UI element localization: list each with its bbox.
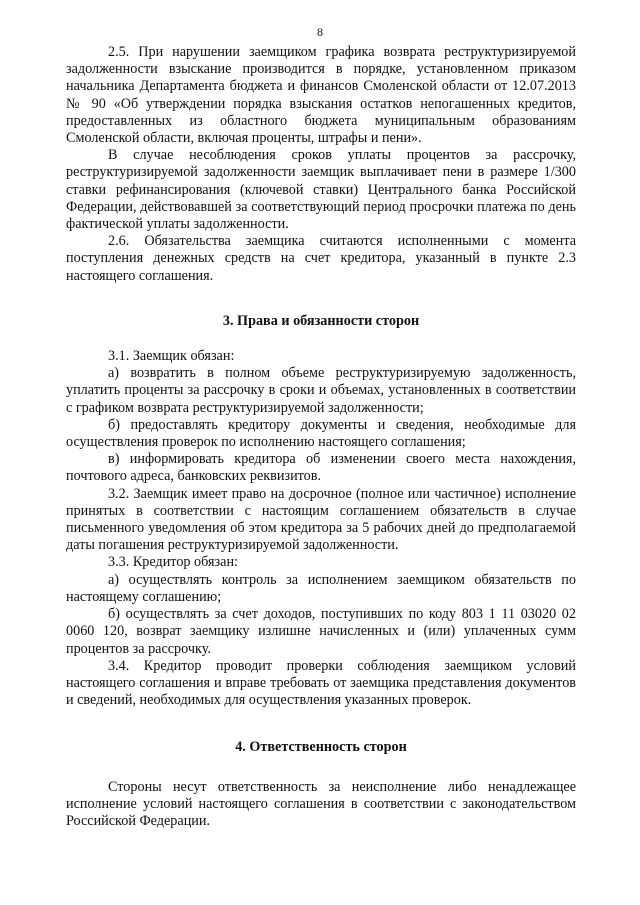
- section-4-title: 4. Ответственность сторон: [235, 739, 407, 756]
- paragraph-2-5: 2.5. При нарушении заемщиком графика возврата реструктуризируемой задолженности взыскание производится в порядке, установленном приказом начальника Департамента бюджета и финансов Смоленской области от 12.07.2013 № 90 «Об утверждении порядка взыскания остатков непогашенных кредитов, предоставленных из областного бюджета муниципальным образованиям Смоленской области, включая проценты, штрафы и пени».: [66, 44, 576, 147]
- paragraph-2-6: 2.6. Обязательства заемщика считаются исполненными с момента поступления денежных средств на счет кредитора, указанный в пункте 2.3 настоящего соглашения.: [66, 233, 576, 284]
- paragraph-3-2: 3.2. Заемщик имеет право на досрочное (полное или частичное) исполнение принятых в соответствии с настоящим соглашением обязательств в случае письменного уведомления об этом кредитора за 5 рабочих дней до предполагаемой даты погашения реструктуризируемой задолженности.: [66, 485, 576, 554]
- section-3-title: 3. Права и обязанности сторон: [222, 312, 420, 329]
- spacer: [66, 330, 576, 348]
- spacer: [66, 757, 576, 779]
- paragraph-3-1: 3.1. Заемщик обязан:: [108, 348, 235, 365]
- paragraph-3-3-b: б) осуществлять за счет доходов, поступивших по коду 803 1 11 03020 02 0060 120, возврат заемщику излишне начисленных и (или) уплаченных сумм процентов за рассрочку.: [66, 606, 576, 657]
- spacer: [66, 285, 576, 313]
- spacer: [66, 709, 576, 739]
- paragraph-4-1: Стороны несут ответственность за неисполнение либо ненадлежащее исполнение условий настоящего соглашения в соответствии с законодательством Российской Федерации.: [66, 778, 576, 829]
- paragraph-3-1-a: а) возвратить в полном объеме реструктуризируемую задолженность, уплатить проценты за рассрочку в сроки и объемах, установленных в соответствии с графиком возврата реструктуризируемой задолженности;: [66, 365, 576, 416]
- paragraph-3-4: 3.4. Кредитор проводит проверки соблюдения заемщиком условий настоящего соглашения и вправе требовать от заемщика представления документов и сведений, необходимых для осуществления указанных проверок.: [66, 657, 576, 709]
- paragraph-3-1-c: в) информировать кредитора об изменении своего места нахождения, почтового адреса, банковских реквизитов.: [66, 451, 576, 485]
- document-body: [66, 44, 576, 830]
- paragraph-3-3-a: а) осуществлять контроль за исполнением заемщиком обязательств по настоящему соглашению;: [66, 571, 576, 605]
- paragraph-2-5-penalty: В случае несоблюдения сроков уплаты процентов за рассрочку, реструктуризируемой задолженности заемщик выплачивает пени в размере 1/300 ставки рефинансирования (ключевой ставки) Центрального банка Российской Федерации, действовавшей за соответствующий период просрочки платежа по день фактической уплаты задолженности.: [66, 147, 576, 233]
- paragraph-3-1-b: б) предоставлять кредитору документы и сведения, необходимые для осуществления проверок по исполнению настоящего соглашения;: [66, 416, 576, 451]
- paragraph-3-3: 3.3. Кредитор обязан:: [108, 554, 238, 571]
- page-number: 8: [317, 25, 323, 39]
